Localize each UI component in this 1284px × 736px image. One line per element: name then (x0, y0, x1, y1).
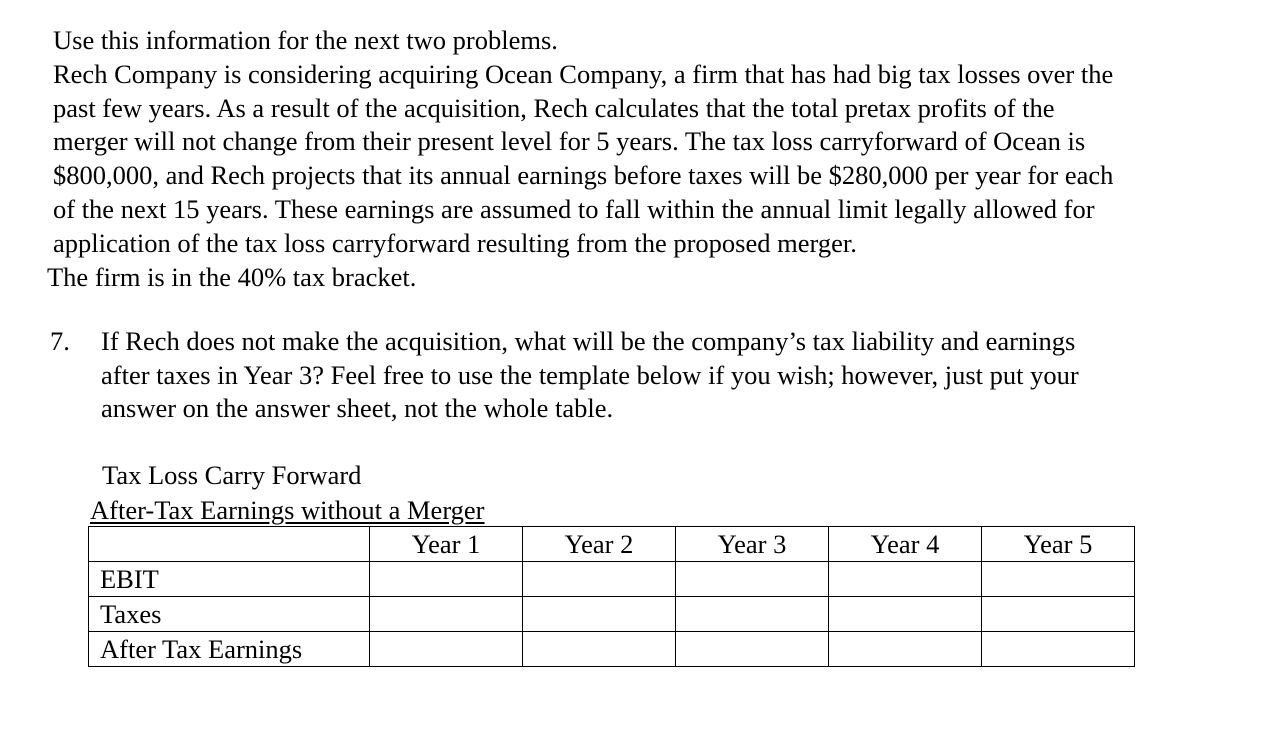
table-row-after-tax-earnings (89, 632, 1135, 667)
table-cell (829, 632, 982, 667)
intro-line: The firm is in the 40% tax bracket. (47, 261, 417, 292)
table-caption-subtitle-text: After-Tax Earnings without a Merger (90, 495, 485, 525)
table-caption-subtitle (90, 495, 485, 525)
intro-line: of the next 15 years. These earnings are assumed to fall within the annual limit legally allowed for (53, 193, 1095, 224)
question-7 (50, 325, 1240, 426)
question-line: after taxes in Year 3? Feel free to use the template below if you wish; however, just put your (101, 359, 1079, 390)
table-cell (523, 597, 676, 632)
question-line: If Rech does not make the acquisition, what will be the company’s tax liability and earnings (101, 326, 1076, 356)
table-header-corner (89, 527, 370, 562)
intro-line: merger will not change from their present level for 5 years. The tax loss carryforward of Ocean is (53, 126, 1086, 157)
table-caption-title: Tax Loss Carry Forward (102, 460, 362, 490)
intro-line: past few years. As a result of the acquisition, Rech calculates that the total pretax profits of the (53, 92, 1055, 123)
intro-line: $800,000, and Rech projects that its annual earnings before taxes will be $280,000 per year for each (53, 160, 1114, 191)
intro-line: Use this information for the next two problems. (53, 25, 558, 55)
table-cell (676, 632, 829, 667)
table-cell (982, 597, 1135, 632)
table-row-ebit (89, 562, 1135, 597)
table-header-year-2: Year 2 (523, 527, 676, 562)
table-row-taxes (89, 597, 1135, 632)
question-number: 7. (50, 326, 70, 356)
question-text (101, 325, 1240, 426)
intro-paragraph (47, 24, 1243, 294)
table-header-year-3: Year 3 (676, 527, 829, 562)
table-cell (370, 597, 523, 632)
tax-loss-table (88, 526, 1135, 667)
table-cell (370, 562, 523, 597)
question-line: answer on the answer sheet, not the whole table. (101, 393, 614, 423)
table-header-year-4: Year 4 (829, 527, 982, 562)
table-header-year-1: Year 1 (370, 527, 523, 562)
row-label-ebit: EBIT (89, 562, 370, 597)
table-cell (523, 632, 676, 667)
table-cell (370, 632, 523, 667)
intro-line: application of the tax loss carryforward resulting from the proposed merger. (53, 227, 857, 258)
table-cell (982, 632, 1135, 667)
intro-line: Rech Company is considering acquiring Ocean Company, a firm that has had big tax losses over the (53, 58, 1114, 89)
table-cell (982, 562, 1135, 597)
row-label-taxes: Taxes (89, 597, 370, 632)
row-label-after-tax-earnings: After Tax Earnings (89, 632, 370, 667)
table-cell (523, 562, 676, 597)
table-cell (829, 562, 982, 597)
table-cell (829, 597, 982, 632)
table-header-year-5: Year 5 (982, 527, 1135, 562)
table-cell (676, 562, 829, 597)
table-header-row (89, 527, 1135, 562)
table-cell (676, 597, 829, 632)
